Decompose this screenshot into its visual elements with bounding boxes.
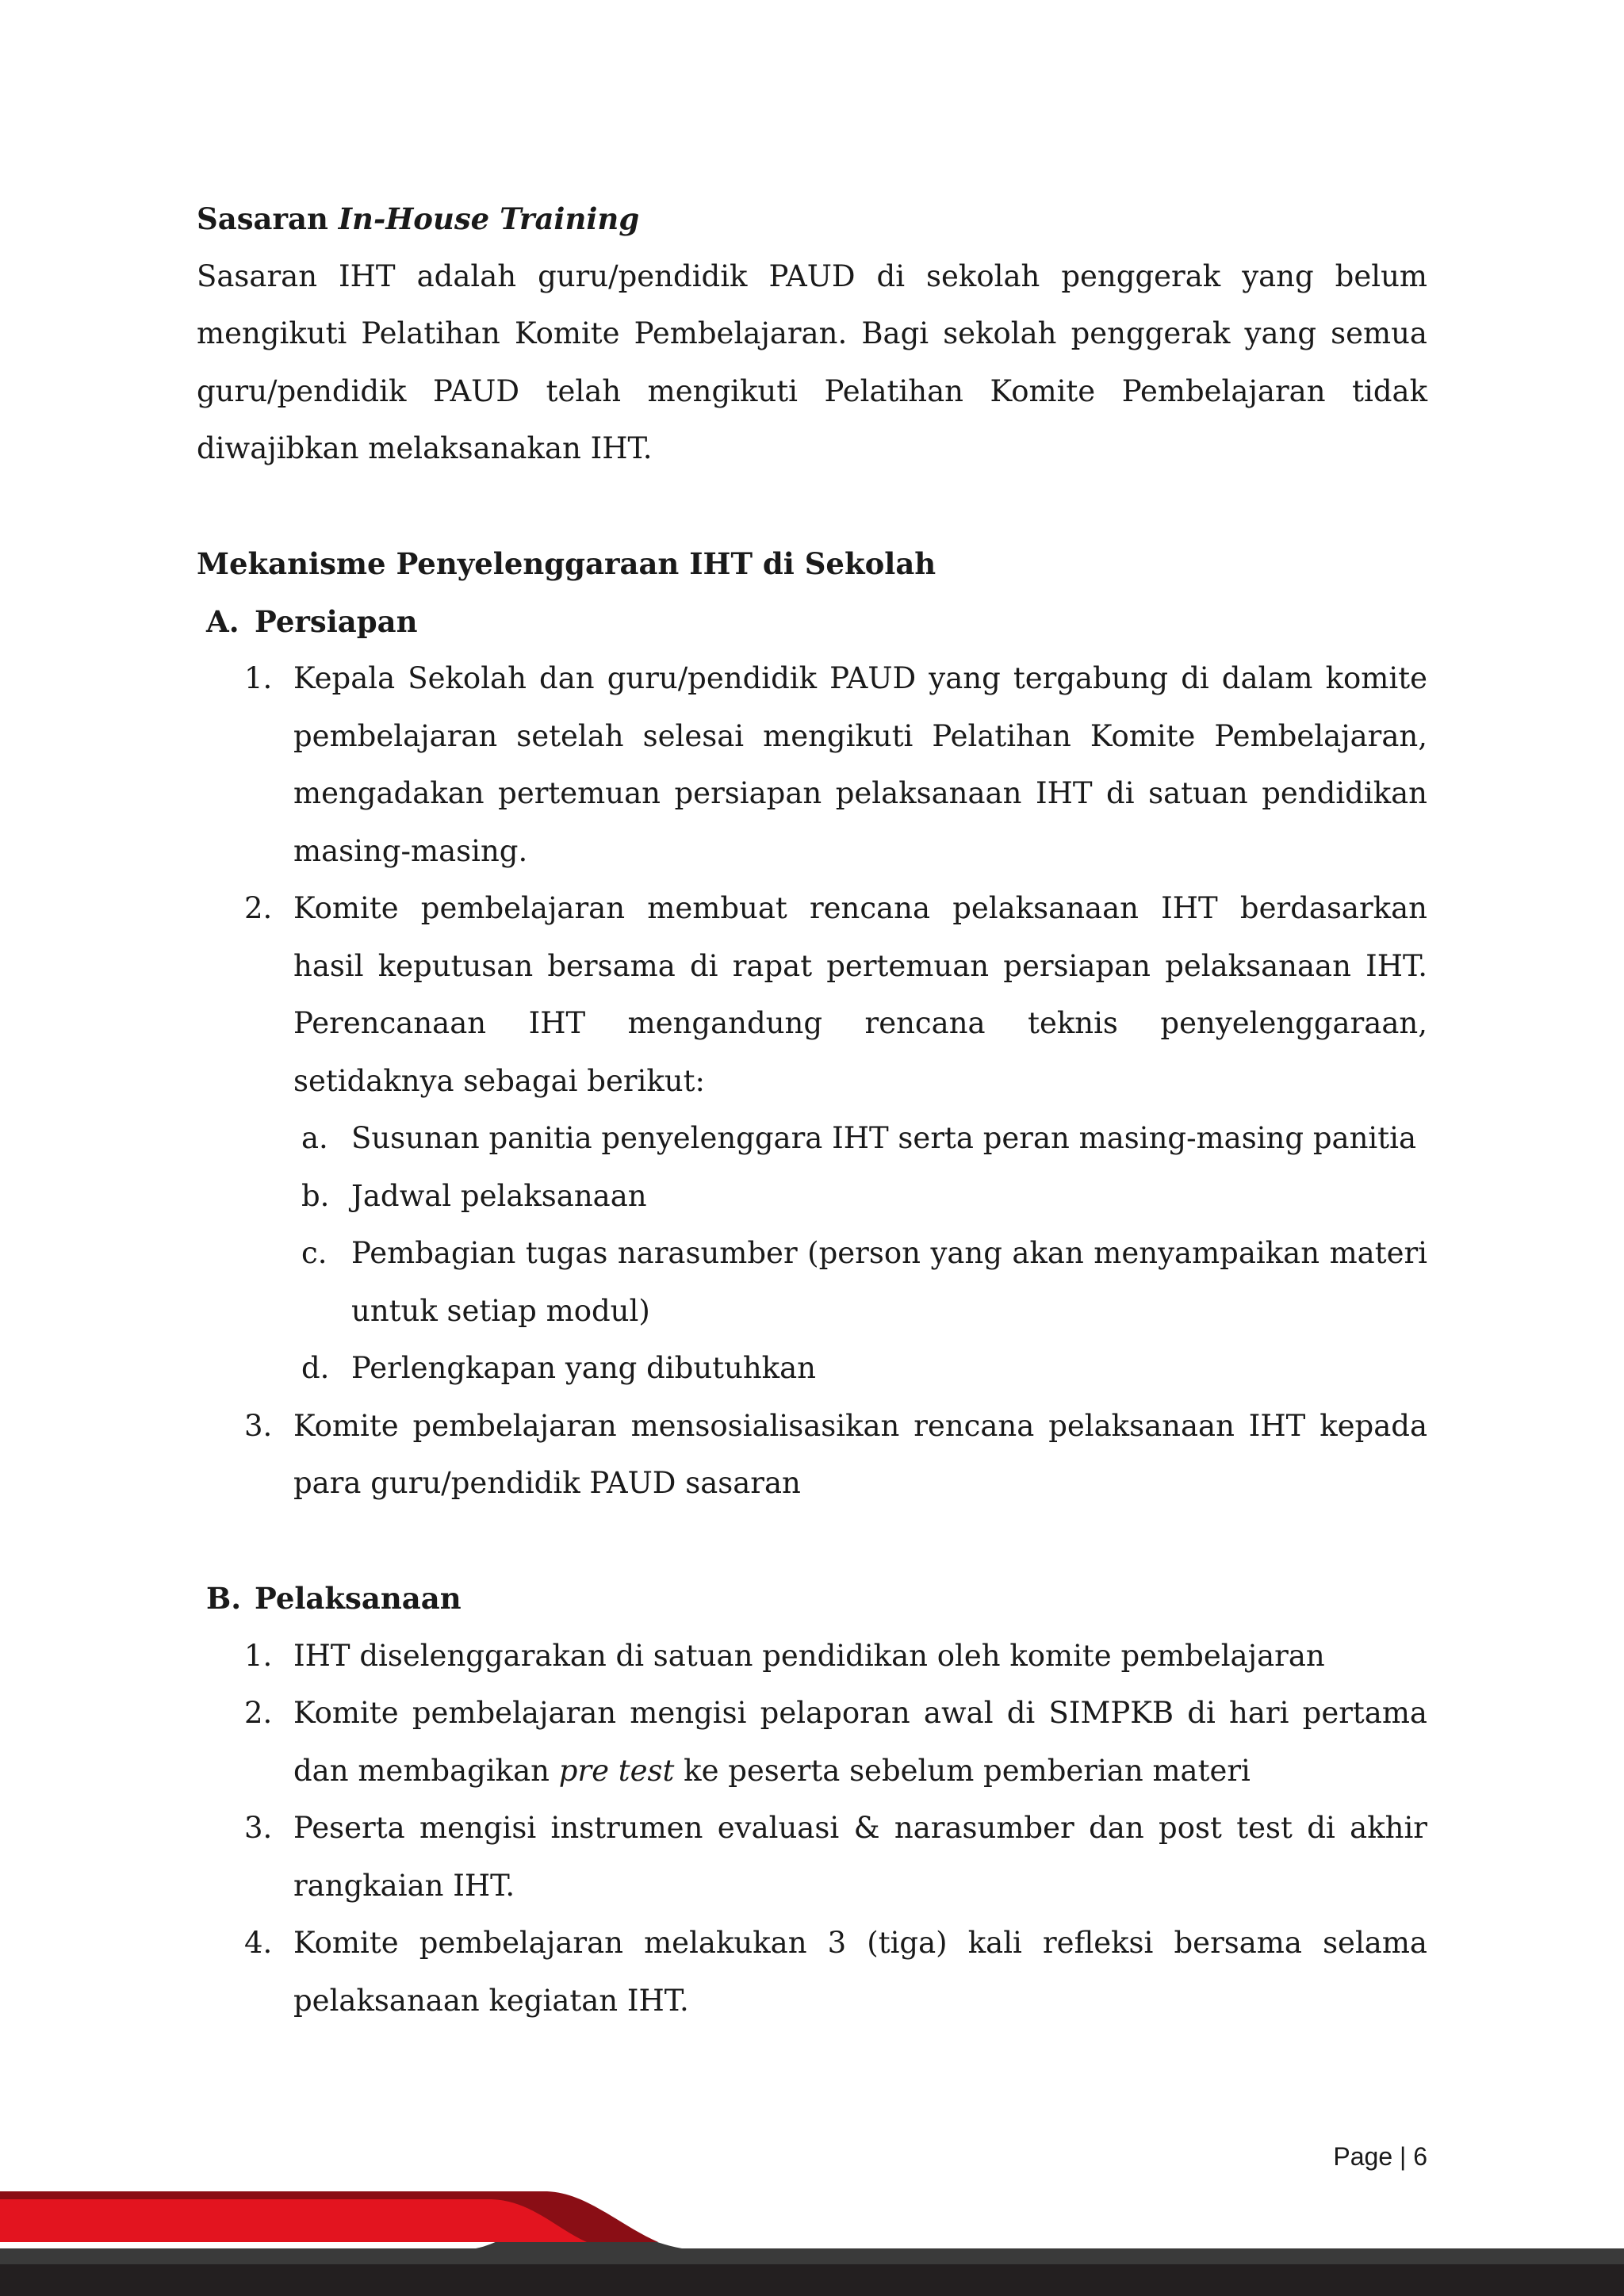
list-item-text-before: Komite pembelajaran mengisi pelaporan awal di SIMPKB di hari pertama dan membagikan (293, 1696, 1427, 1788)
list-item-text: IHT diselenggarakan di satuan pendidikan oleh komite pembelajaran (293, 1638, 1325, 1673)
sublist-item (293, 1168, 1427, 1226)
sublist-letter: c. (301, 1236, 327, 1270)
sublist-item (293, 1340, 1427, 1398)
pre-test-term: pre test (558, 1753, 675, 1788)
footer-decorative-band (0, 2177, 1624, 2296)
sublist-item-text: Pembagian tugas narasumber (person yang akan menyampaikan materi untuk setiap modul) (351, 1236, 1427, 1328)
page-number: Page | 6 (1333, 2142, 1427, 2171)
sublist-item-text: Jadwal pelaksanaan (351, 1178, 647, 1213)
list-number: 3. (244, 1811, 273, 1845)
section-a-letter: A. (206, 603, 239, 639)
list-number: 3. (244, 1408, 273, 1443)
sublist-letter: b. (301, 1178, 330, 1213)
section-b-title (197, 1570, 1427, 1628)
sasaran-heading-plain: Sasaran (197, 201, 339, 236)
list-item-text (293, 1696, 1427, 1788)
list-number: 4. (244, 1926, 273, 1960)
sasaran-paragraph: Sasaran IHT adalah guru/pendidik PAUD di sekolah penggerak yang belum mengikuti Pelatihan Komite Pembelajaran. Bagi sekolah penggerak yang semua guru/pendidik PAUD telah mengikuti Pelatihan Komite Pembelajaran tidak diwajibkan melaksanakan IHT. (197, 258, 1427, 465)
sasaran-heading-italic: In-House Training (338, 201, 640, 236)
list-number: 1. (244, 1638, 273, 1673)
list-item-text: Komite pembelajaran mensosialisasikan rencana pelaksanaan IHT kepada para guru/pendidik PAUD sasaran (293, 1408, 1427, 1500)
perencanaan-sublist (293, 1110, 1427, 1398)
list-item (197, 880, 1427, 1398)
persiapan-list (197, 650, 1427, 1513)
list-item-text: Peserta mengisi instrumen evaluasi & narasumber dan post test di akhir rangkaian IHT. (293, 1811, 1427, 1903)
sublist-letter: d. (301, 1351, 330, 1385)
list-number: 1. (244, 661, 273, 695)
list-number: 2. (244, 891, 273, 925)
list-item-text: Kepala Sekolah dan guru/pendidik PAUD yang tergabung di dalam komite pembelajaran setelah selesai mengikuti Pelatihan Komite Pembelajaran, mengadakan pertemuan persiapan pelaksanaan IHT di satuan pendidikan masing-masing. (293, 661, 1427, 868)
list-item-text-after: ke peserta sebelum pemberian materi (674, 1753, 1251, 1788)
list-item-text: Komite pembelajaran melakukan 3 (tiga) kali refleksi bersama selama pelaksanaan kegiatan IHT. (293, 1926, 1427, 2018)
sublist-item (293, 1225, 1427, 1340)
sublist-letter: a. (301, 1121, 328, 1155)
sublist-item-text: Susunan panitia penyelenggara IHT serta peran masing-masing panitia (351, 1121, 1417, 1155)
list-item (197, 1628, 1427, 1686)
list-item (197, 1685, 1427, 1800)
page-content (197, 190, 1427, 2030)
spacer (197, 478, 1427, 536)
list-item (197, 1398, 1427, 1513)
list-item (197, 650, 1427, 880)
spacer (197, 1513, 1427, 1571)
section-b-letter: B. (206, 1581, 242, 1616)
footer-band-red (0, 2199, 587, 2242)
list-number: 2. (244, 1696, 273, 1730)
list-item (197, 1915, 1427, 2030)
section-a-label: Persiapan (255, 603, 418, 639)
list-item-text: Komite pembelajaran membuat rencana pelaksanaan IHT berdasarkan hasil keputusan bersama di rapat pertemuan persiapan pelaksanaan IHT. Perencanaan IHT mengandung rencana teknis penyelenggaraan, setidaknya sebagai berikut: (293, 891, 1427, 1098)
section-b-label: Pelaksanaan (255, 1581, 462, 1616)
sublist-item (293, 1110, 1427, 1168)
list-item (197, 1800, 1427, 1915)
sasaran-heading (197, 190, 1427, 248)
section-a-title (197, 593, 1427, 651)
sublist-item-text: Perlengkapan yang dibutuhkan (351, 1351, 816, 1385)
mekanisme-heading: Mekanisme Penyelenggaraan IHT di Sekolah (197, 546, 936, 581)
pelaksanaan-list (197, 1628, 1427, 2030)
